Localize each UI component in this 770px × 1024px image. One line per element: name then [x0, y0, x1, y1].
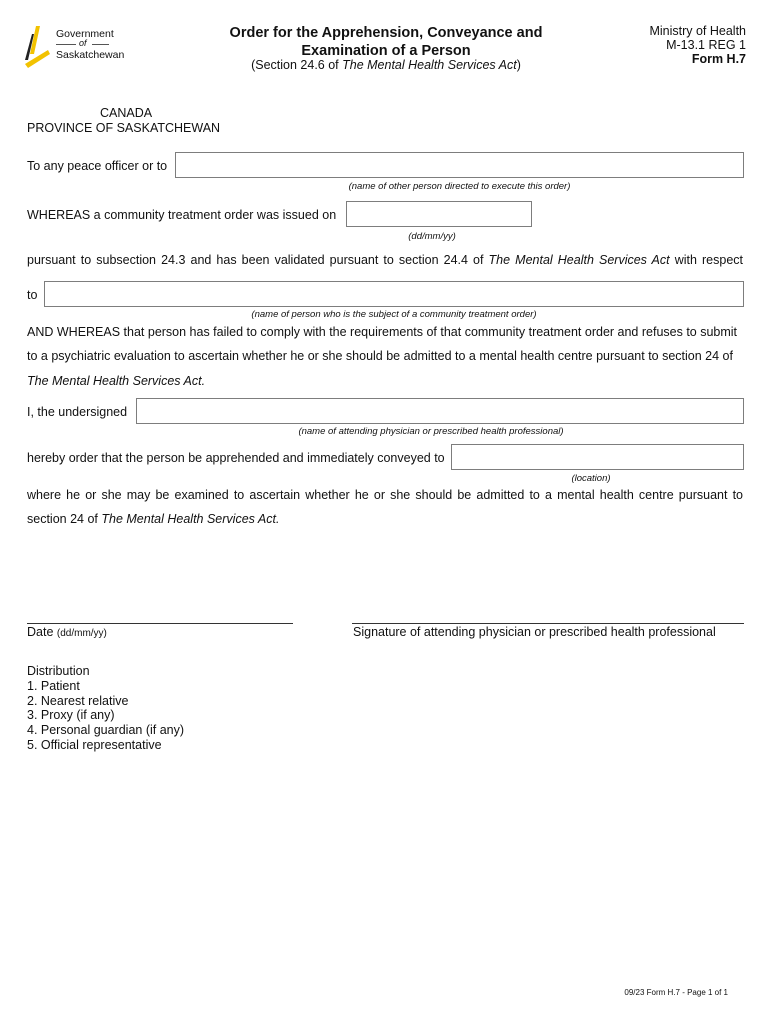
- hereby-label: hereby order that the person be apprehended and immediately conveyed to: [27, 451, 445, 465]
- peace-officer-field[interactable]: [175, 152, 744, 178]
- distribution-item: 3. Proxy (if any): [27, 708, 115, 723]
- subject-caption: (name of person who is the subject of a community treatment order): [251, 309, 537, 320]
- location-caption: (location): [571, 473, 611, 484]
- logo-text-government: Government: [56, 28, 114, 40]
- pursuant-prefix: pursuant to subsection 24.3 and has been validated pursuant to section 24.4 of: [27, 253, 489, 267]
- distribution-item: 1. Patient: [27, 678, 80, 693]
- form-number: Form H.7: [691, 52, 746, 66]
- whereas-date-field[interactable]: [346, 201, 532, 227]
- subtitle-act: The Mental Health Services Act: [342, 58, 517, 72]
- distribution-list: [27, 664, 184, 753]
- distribution-item: 2. Nearest relative: [27, 693, 129, 708]
- government-logo: [22, 24, 125, 68]
- subject-field[interactable]: [44, 281, 744, 307]
- and-whereas-line1: AND WHEREAS that person has failed to comply with the requirements of that community treatment order and refuses to submit: [27, 325, 738, 339]
- date-label: Date: [27, 625, 54, 639]
- date-signature-label: [27, 625, 107, 639]
- distribution-heading: Distribution: [27, 664, 90, 678]
- where-line2-act: The Mental Health Services Act.: [101, 512, 280, 526]
- distribution-item: 5. Official representative: [27, 737, 162, 752]
- undersigned-label: I, the undersigned: [27, 405, 128, 419]
- form-title: [200, 24, 572, 60]
- location-field[interactable]: [451, 444, 744, 470]
- pursuant-text: [27, 253, 743, 267]
- wheat-sheaf-icon: [22, 24, 52, 68]
- form-title-line2: Examination of a Person: [301, 43, 471, 59]
- subtitle-prefix: (Section 24.6 of: [251, 58, 343, 72]
- form-title-line1: Order for the Apprehension, Conveyance and: [229, 25, 543, 41]
- peace-officer-caption: (name of other person directed to execute this order): [348, 181, 571, 192]
- where-line2: [27, 512, 279, 526]
- where-line2-prefix: section 24 of: [27, 512, 102, 526]
- form-subtitle: [200, 58, 572, 72]
- ministry-name: Ministry of Health: [649, 24, 746, 38]
- where-line1: where he or she may be examined to ascertain whether he or she should be admitted to a mental health centre pursuant to: [27, 488, 743, 502]
- undersigned-field[interactable]: [136, 398, 744, 424]
- and-whereas-act: The Mental Health Services Act.: [27, 374, 206, 388]
- whereas-date-caption: (dd/mm/yy): [408, 231, 456, 242]
- country-label: CANADA: [100, 106, 153, 120]
- physician-signature-line[interactable]: [352, 623, 744, 624]
- pursuant-act: The Mental Health Services Act: [488, 253, 670, 267]
- pursuant-suffix: with respect: [669, 253, 743, 267]
- to-label: to: [27, 288, 38, 302]
- and-whereas-line2: to a psychiatric evaluation to ascertain whether he or she should be admitted to a mental health centre pursuant to section 24 of: [27, 349, 733, 363]
- regulation-number: M-13.1 REG 1: [666, 38, 746, 52]
- province-label: PROVINCE OF SASKATCHEWAN: [27, 121, 221, 135]
- date-format-hint: (dd/mm/yy): [56, 628, 107, 639]
- logo-text-saskatchewan: Saskatchewan: [56, 49, 125, 61]
- whereas-label: WHEREAS a community treatment order was issued on: [27, 208, 337, 222]
- logo-text-of: of: [79, 38, 87, 48]
- page-footer: 09/23 Form H.7 - Page 1 of 1: [624, 988, 728, 997]
- peace-officer-label: To any peace officer or to: [27, 159, 168, 173]
- date-signature-line[interactable]: [27, 623, 293, 624]
- subtitle-suffix: ): [516, 58, 521, 72]
- distribution-item: 4. Personal guardian (if any): [27, 723, 185, 738]
- ministry-block: [649, 24, 746, 66]
- logo-divider-left: [56, 44, 76, 45]
- logo-divider-right: [92, 44, 109, 45]
- undersigned-caption: (name of attending physician or prescribed health professional): [298, 426, 564, 437]
- physician-signature-label: Signature of attending physician or prescribed health professional: [353, 625, 716, 639]
